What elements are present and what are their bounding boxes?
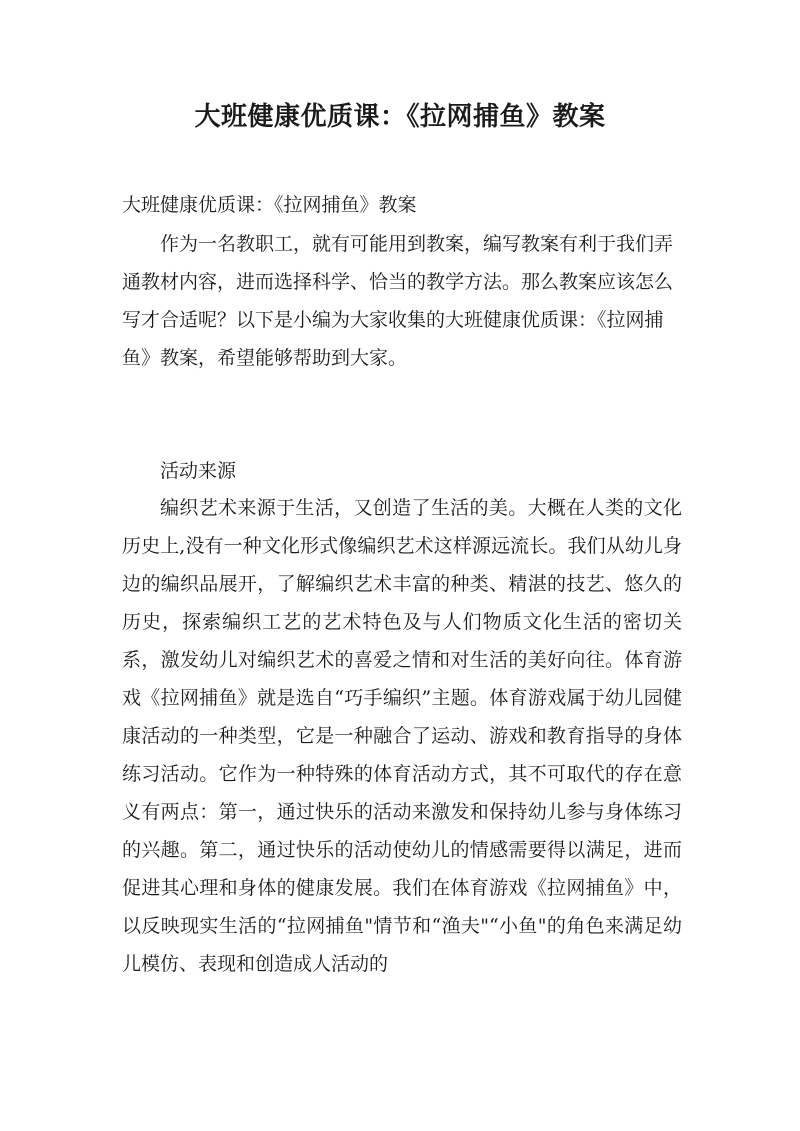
document-title: 大班健康优质课：《拉网捕鱼》教案 [194,102,606,132]
section-heading: 活动来源 [160,460,237,482]
document-subtitle: 大班健康优质课：《拉网捕鱼》教案 [122,194,417,216]
body-paragraph: 编织艺术来源于生活，又创造了生活的美。大概在人类的文化历史上,没有一种文化形式像编织艺术这样源远流长。我们从幼儿身边的编织品展开，了解编织艺术丰富的种类、精湛的技艺、悠久的历史，探索编织工艺的艺术特色及与人们物质文化生活的密切关系，激发幼儿对编织艺术的喜爱之情和对生活的美好向往。体育游戏《拉网捕鱼》就是选自“巧手编织”主题。体育游戏属于幼儿园健康活动的一种类型，它是一种融合了运动、游戏和教育指导的身体练习活动。它作为一种特殊的体育活动方式，其不可取代的存在意义有两点：第一，通过快乐的活动来激发和保持幼儿参与身体练习的兴趣。第二，通过快乐的活动使幼儿的情感需要得以满足，进而促进其心理和身体的健康发展。我们在体育游戏《拉网捕鱼》中，以反映现实生活的“拉网捕鱼"情节和“渔夫"“小鱼"的角色来满足幼儿模仿、表现和创造成人活动的 [122,497,682,975]
intro-paragraph: 作为一名教职工，就有可能用到教案，编写教案有利于我们弄通教材内容，进而选择科学、恰当的教学方法。那么教案应该怎么写才合适呢？以下是小编为大家收集的大班健康优质课：《拉网捕鱼》教案，希望能够帮助到大家。 [122,233,674,369]
